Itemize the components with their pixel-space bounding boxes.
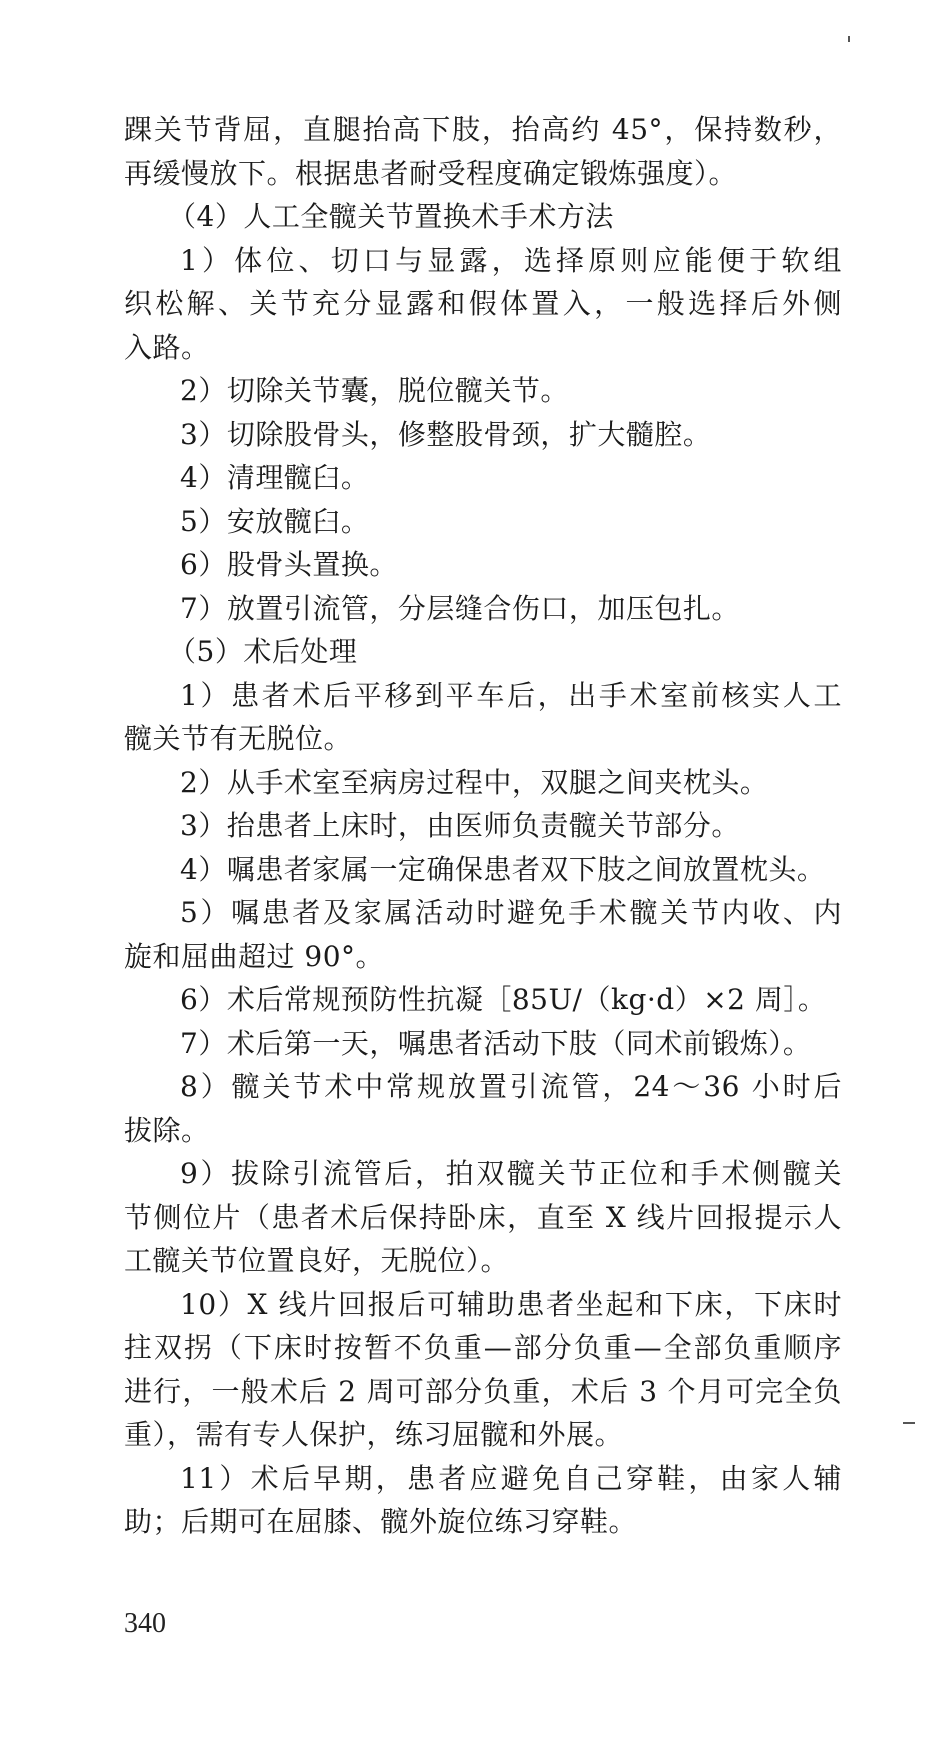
text-line: 拔除。 [124, 1113, 210, 1147]
text-line: 重），需有专人保护，练习屈髋和外展。 [124, 1418, 624, 1451]
text-line: 工髋关节位置良好，无脱位）。 [124, 1244, 510, 1277]
text-line: 3）抬患者上床时，由医师负责髋关节部分。 [180, 809, 740, 842]
text-line: 2）切除关节囊，脱位髋关节。 [180, 374, 569, 407]
body-text [124, 108, 842, 1544]
text-line: 织松解、关节充分显露和假体置入，一般选择后外侧 [124, 287, 842, 320]
text-line: 11）术后早期，患者应避免自己穿鞋，由家人辅 [180, 1461, 842, 1495]
text-line: 6）术后常规预防性抗凝［85U/（kg·d）×2 周］。 [180, 983, 827, 1016]
section-heading: （5）术后处理 [168, 635, 358, 668]
scan-speck [848, 36, 850, 42]
text-line: 2）从手术室至病房过程中，双腿之间夹枕头。 [180, 765, 769, 799]
text-line: 入路。 [124, 330, 210, 364]
text-line: 进行，一般术后 2 周可部分负重，术后 3 个月可完全负 [124, 1374, 842, 1408]
text-line: 10）X 线片回报后可辅助患者坐起和下床，下床时 [180, 1287, 842, 1321]
text-line: 9）拔除引流管后，拍双髋关节正位和手术侧髋关 [180, 1157, 842, 1190]
scan-speck [903, 1422, 915, 1424]
text-line: 5）安放髋臼。 [180, 504, 370, 538]
text-line: 旋和屈曲超过 90°。 [124, 939, 385, 973]
section-heading: （4）人工全髋关节置换术手术方法 [168, 200, 614, 233]
text-line: 4）嘱患者家属一定确保患者双下肢之间放置枕头。 [180, 852, 826, 886]
text-line: 4）清理髋臼。 [180, 461, 370, 494]
text-line: 助；后期可在屈膝、髋外旋位练习穿鞋。 [124, 1505, 638, 1538]
text-line: 髋关节有无脱位。 [124, 722, 353, 755]
text-line: 再缓慢放下。根据患者耐受程度确定锻炼强度）。 [124, 156, 738, 190]
text-line: 8）髋关节术中常规放置引流管，24～36 小时后 [180, 1070, 842, 1103]
text-line: 7）放置引流管，分层缝合伤口，加压包扎。 [180, 591, 740, 625]
text-line: 1）体位、切口与显露，选择原则应能便于软组 [180, 243, 842, 277]
text-line: 5）嘱患者及家属活动时避免手术髋关节内收、内 [180, 896, 842, 929]
text-line: 节侧位片（患者术后保持卧床，直至 X 线片回报提示人 [124, 1200, 842, 1234]
text-line: 1）患者术后平移到平车后，出手术室前核实人工 [180, 678, 842, 712]
text-line: 6）股骨头置换。 [180, 548, 398, 581]
text-line: 3）切除股骨头，修整股骨颈，扩大髓腔。 [180, 417, 712, 451]
text-line: 踝关节背屈，直腿抬高下肢，抬高约 45°，保持数秒， [124, 113, 842, 146]
page-number: 340 [124, 1608, 166, 1639]
text-line: 7）术后第一天，嘱患者活动下肢（同术前锻炼）。 [180, 1026, 812, 1060]
text-line: 拄双拐（下床时按暂不负重—部分负重—全部负重顺序 [124, 1331, 842, 1364]
